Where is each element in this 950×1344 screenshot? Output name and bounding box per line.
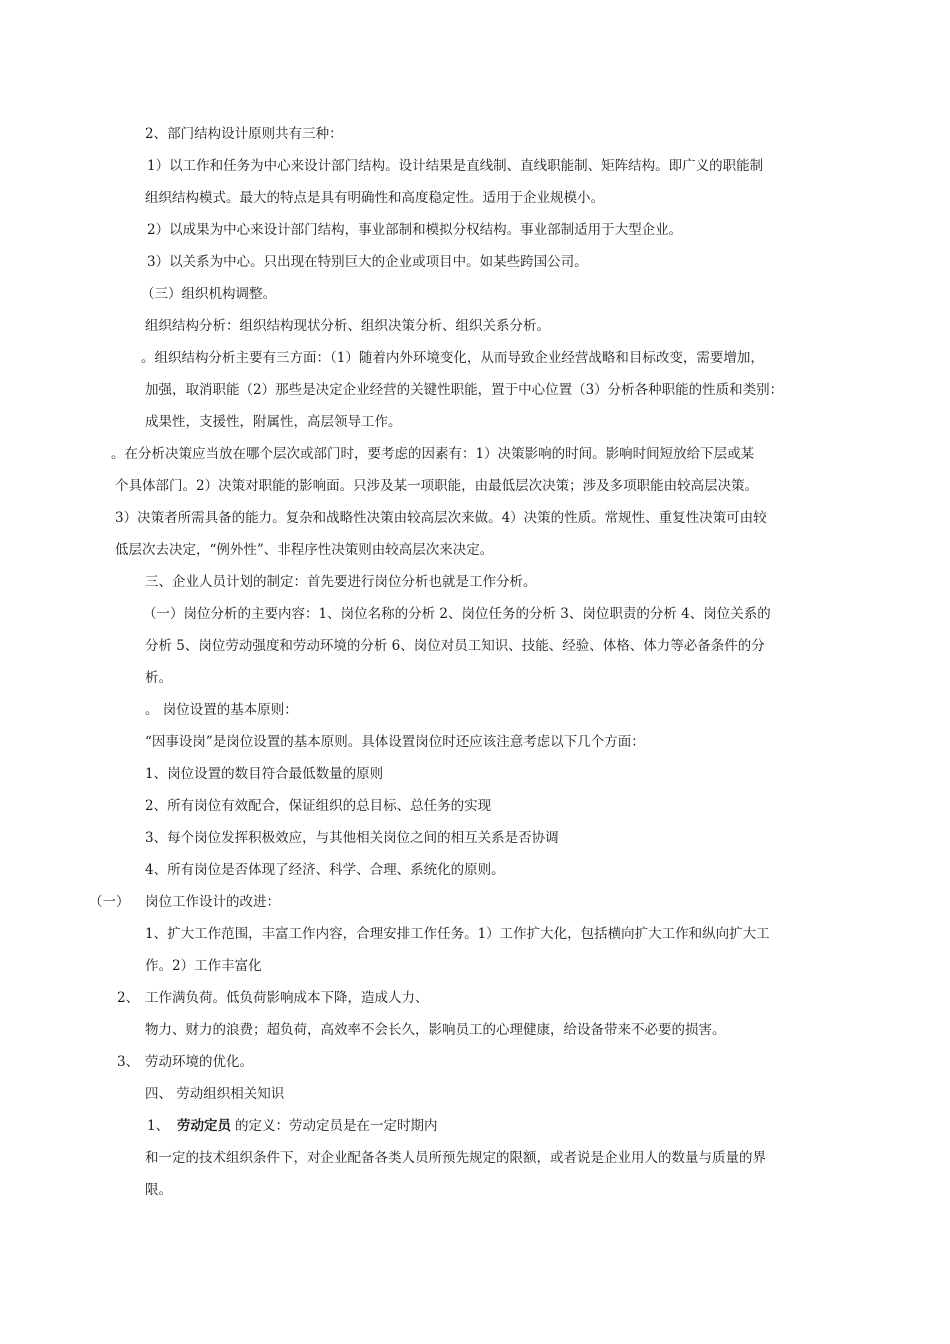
- paragraph-line: 2）以成果为中心来设计部门结构，事业部制和模拟分权结构。事业部制适用于大型企业。: [147, 222, 683, 238]
- list-item: 工作满负荷。低负荷影响成本下降，造成人力、: [145, 990, 429, 1006]
- paragraph-line: 3）决策者所需具备的能力。复杂和战略性决策由较高层次来做。4）决策的性质。常规性、重复性决策可由较: [115, 510, 767, 526]
- paragraph-line: 2、部门结构设计原则共有三种：: [145, 126, 343, 142]
- section-heading: （三）组织机构调整。: [141, 286, 276, 302]
- paragraph-line: 1）以工作和任务为中心来设计部门结构。设计结果是直线制、直线职能制、矩阵结构。即广义的职能制: [147, 158, 764, 174]
- section-heading: 岗位工作设计的改进：: [145, 894, 280, 910]
- term-definition-label: 劳动定员: [177, 1118, 231, 1134]
- paragraph-line: 作。2）工作丰富化: [145, 958, 262, 974]
- paragraph-line: 限。: [145, 1182, 172, 1198]
- paragraph-line: 析。: [145, 670, 172, 686]
- paragraph-line: 。 岗位设置的基本原则：: [145, 702, 298, 718]
- list-item: 3、每个岗位发挥积极效应，与其他相关岗位之间的相互关系是否协调: [145, 830, 559, 846]
- paragraph-line: 3）以关系为中心。只出现在特别巨大的企业或项目中。如某些跨国公司。: [147, 254, 588, 270]
- paragraph-line: 个具体部门。2）决策对职能的影响面。只涉及某一项职能，由最低层次决策；涉及多项职能由较高层决策。: [115, 478, 759, 494]
- paragraph-line: 物力、财力的浪费；超负荷，高效率不会长久，影响员工的心理健康，给设备带来不必要的损害。: [145, 1022, 726, 1038]
- paragraph-line: “因事设岗”是岗位设置的基本原则。具体设置岗位时还应该注意考虑以下几个方面：: [145, 734, 645, 750]
- paragraph-line: 和一定的技术组织条件下，对企业配备各类人员所预先规定的限额，或者说是企业用人的数量与质量的界: [145, 1150, 766, 1166]
- list-item: 劳动环境的优化。: [145, 1054, 253, 1070]
- paragraph-line: 组织结构分析：组织结构现状分析、组织决策分析、组织关系分析。: [145, 318, 550, 334]
- section-heading: 三、企业人员计划的制定：首先要进行岗位分析也就是工作分析。: [145, 574, 537, 590]
- paragraph-line: 加强，取消职能（2）那些是决定企业经营的关键性职能，置于中心位置（3）分析各种职能的性质和类别：: [145, 382, 784, 398]
- paragraph-line: 分析 5、岗位劳动强度和劳动环境的分析 6、岗位对员工知识、技能、经验、体格、体力等必备条件的分: [145, 638, 765, 654]
- list-item: 1、岗位设置的数目符合最低数量的原则: [145, 766, 384, 782]
- paragraph-line: 低层次去决定，“例外性”、非程序性决策则由较高层次来决定。: [115, 542, 494, 558]
- list-marker: 3、: [117, 1054, 140, 1070]
- list-marker: 1、: [147, 1118, 170, 1134]
- paragraph-line: （一）岗位分析的主要内容：1、岗位名称的分析 2、岗位任务的分析 3、岗位职责的分析 4、岗位关系的: [143, 606, 771, 622]
- paragraph-line: 。在分析决策应当放在哪个层次或部门时，要考虑的因素有：1）决策影响的时间。影响时间短放给下层或某: [111, 446, 755, 462]
- paragraph-line: 。组织结构分析主要有三方面：（1）随着内外环境变化，从而导致企业经营战略和目标改变，需要增加，: [141, 350, 764, 366]
- list-marker: 2、: [117, 990, 140, 1006]
- paragraph-line: 的定义：劳动定员是在一定时期内: [235, 1118, 438, 1134]
- list-marker: （一）: [89, 894, 130, 910]
- section-heading: 四、 劳动组织相关知识: [145, 1086, 285, 1102]
- paragraph-line: 成果性，支援性，附属性，高层领导工作。: [145, 414, 402, 430]
- paragraph-line: 组织结构模式。最大的特点是具有明确性和高度稳定性。适用于企业规模小。: [145, 190, 604, 206]
- list-item: 4、所有岗位是否体现了经济、科学、合理、系统化的原则。: [145, 862, 505, 878]
- list-item: 2、所有岗位有效配合，保证组织的总目标、总任务的实现: [145, 798, 492, 814]
- paragraph-line: 1、扩大工作范围，丰富工作内容，合理安排工作任务。1）工作扩大化，包括横向扩大工作和纵向扩大工: [145, 926, 770, 942]
